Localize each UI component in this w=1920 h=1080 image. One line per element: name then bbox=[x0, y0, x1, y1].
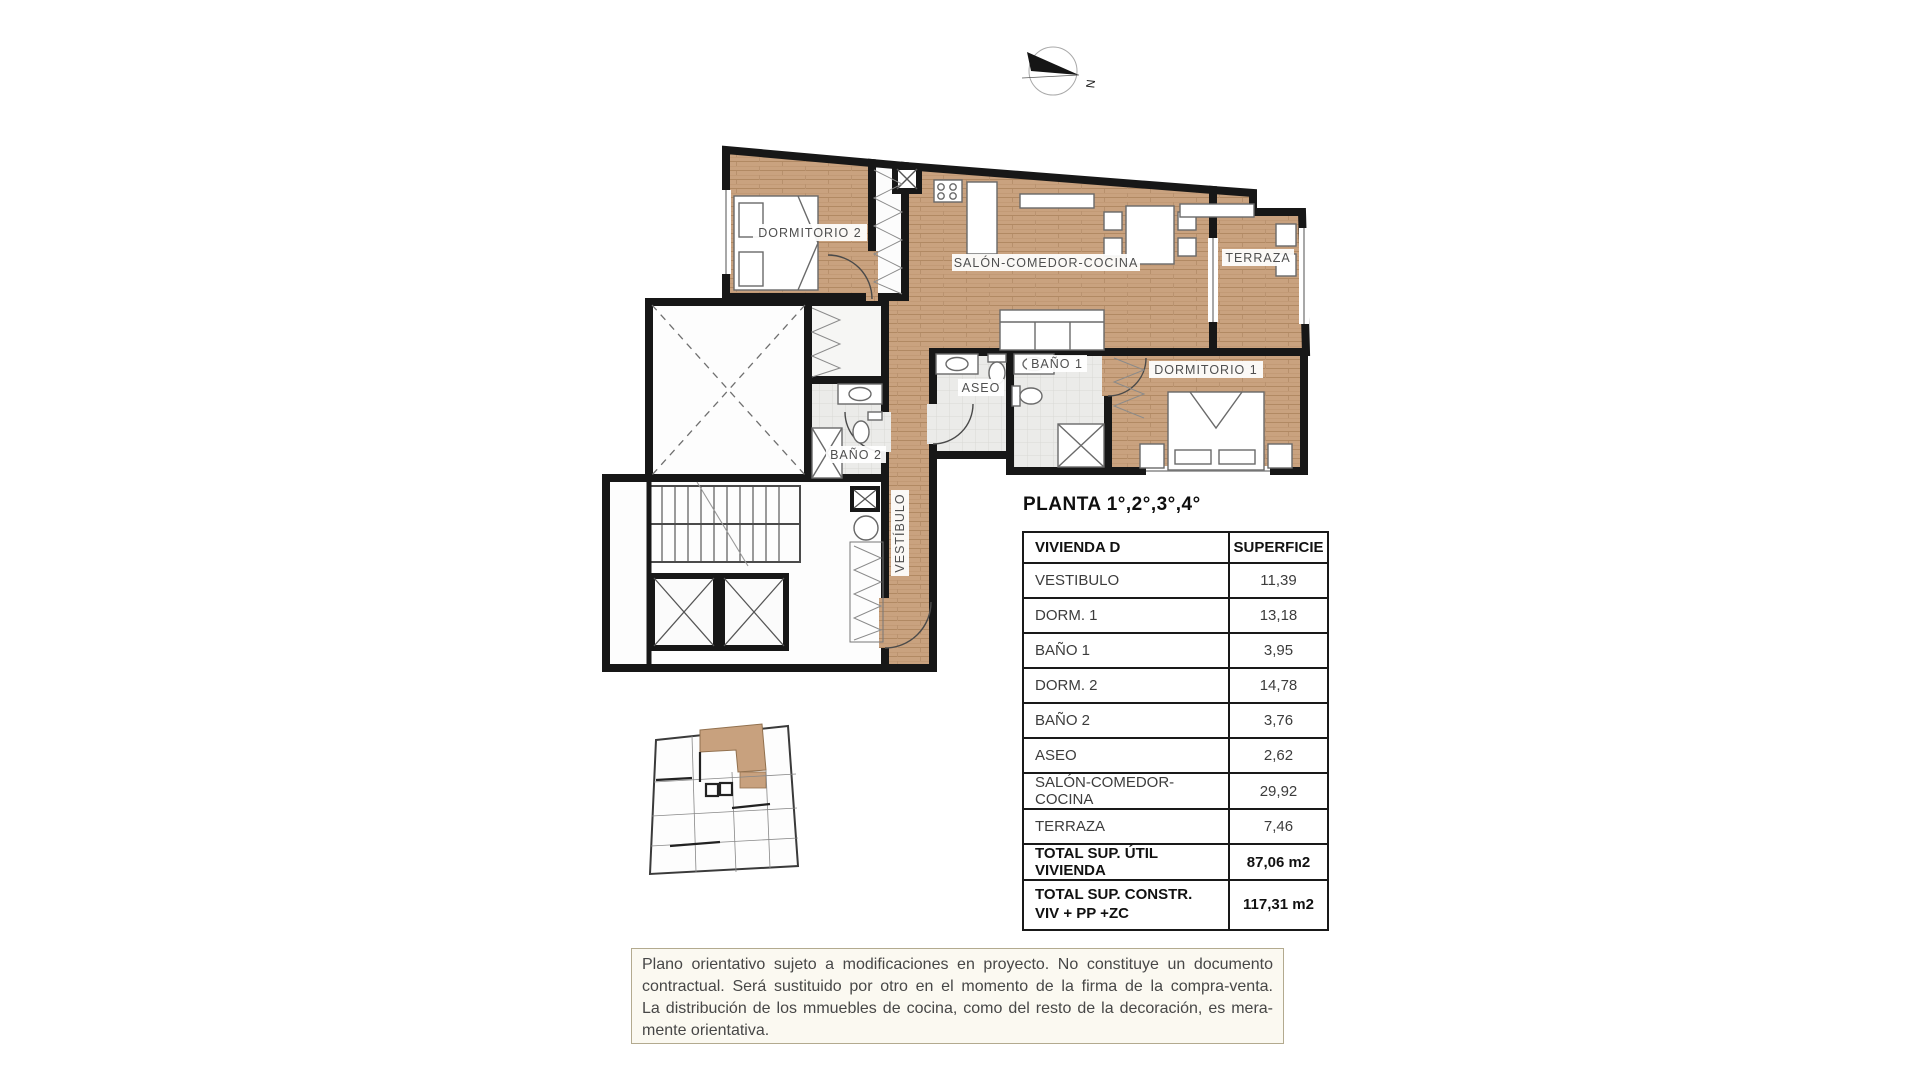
sofa bbox=[1000, 310, 1104, 350]
svg-text:DORMITORIO 1: DORMITORIO 1 bbox=[1154, 363, 1258, 377]
room-label-dormitorio-1 bbox=[1149, 361, 1263, 378]
compass-north-label: N bbox=[1082, 78, 1098, 89]
room-name-cell: DORM. 2 bbox=[1023, 668, 1229, 703]
table-row bbox=[1023, 773, 1328, 809]
table-header-row bbox=[1023, 532, 1328, 563]
room-name-cell: VESTIBULO bbox=[1023, 563, 1229, 598]
svg-text:BAÑO 1: BAÑO 1 bbox=[1031, 357, 1083, 371]
area-cell: 14,78 bbox=[1229, 668, 1328, 703]
surface-table bbox=[1022, 531, 1329, 931]
door-gap-aseo bbox=[927, 404, 939, 444]
room-name-cell: BAÑO 2 bbox=[1023, 703, 1229, 738]
table-row bbox=[1023, 703, 1328, 738]
svg-text:SALÓN-COMEDOR-COCINA: SALÓN-COMEDOR-COCINA bbox=[953, 256, 1139, 270]
bed-dormitorio-2 bbox=[734, 196, 818, 290]
disclaimer-line: contractual. Será sustituido por otro en el momento de la firma de la compra-venta. bbox=[642, 978, 1273, 995]
key-plan bbox=[640, 712, 810, 884]
svg-text:TERRAZA: TERRAZA bbox=[1225, 251, 1291, 265]
area-cell: 29,92 bbox=[1229, 773, 1328, 809]
room-label-bano-2 bbox=[826, 446, 886, 463]
room-name-cell: DORM. 1 bbox=[1023, 598, 1229, 633]
room-name-cell: ASEO bbox=[1023, 738, 1229, 773]
area-cell: 2,62 bbox=[1229, 738, 1328, 773]
total-constr-value: 117,31 m2 bbox=[1229, 880, 1328, 930]
table-row bbox=[1023, 598, 1328, 633]
table-row bbox=[1023, 809, 1328, 844]
table-row bbox=[1023, 738, 1328, 773]
svg-text:DORMITORIO 2: DORMITORIO 2 bbox=[758, 226, 862, 240]
room-label-dormitorio-2 bbox=[753, 224, 867, 241]
door-gap-dormitorio-1 bbox=[1102, 356, 1114, 396]
disclaimer-line: mente orientativa. bbox=[642, 1022, 770, 1039]
area-cell: 3,76 bbox=[1229, 703, 1328, 738]
area-cell: 13,18 bbox=[1229, 598, 1328, 633]
area-cell: 7,46 bbox=[1229, 809, 1328, 844]
table-row bbox=[1023, 563, 1328, 598]
svg-text:BAÑO 2: BAÑO 2 bbox=[830, 448, 882, 462]
total-constr-line2: VIV + PP +ZC bbox=[1035, 905, 1129, 922]
total-util-row bbox=[1023, 844, 1328, 880]
room-label-bano-1 bbox=[1027, 355, 1087, 372]
total-constr-row bbox=[1023, 880, 1328, 930]
room-name-cell: BAÑO 1 bbox=[1023, 633, 1229, 668]
area-cell: 3,95 bbox=[1229, 633, 1328, 668]
room-name-cell: SALÓN-COMEDOR-COCINA bbox=[1023, 773, 1229, 809]
total-util-label: TOTAL SUP. ÚTIL VIVIENDA bbox=[1023, 844, 1229, 880]
compass bbox=[1013, 31, 1109, 117]
page-title: PLANTA 1°,2°,3°,4° bbox=[1023, 494, 1201, 515]
area-cell: 11,39 bbox=[1229, 563, 1328, 598]
key-plan-unit-d-extra bbox=[740, 772, 766, 788]
disclaimer-box bbox=[631, 948, 1284, 1044]
header-vivienda: VIVIENDA D bbox=[1023, 532, 1229, 563]
elevators bbox=[652, 576, 786, 648]
disclaimer-line: Plano orientativo sujeto a modificaciones en proyecto. No constituye un documento bbox=[642, 956, 1273, 973]
boiler-icon bbox=[854, 516, 878, 540]
disclaimer-line: La distribución de los mmuebles de cocina, como del resto de la decoración, es mera- bbox=[642, 1000, 1273, 1017]
table-row bbox=[1023, 633, 1328, 668]
table-row bbox=[1023, 668, 1328, 703]
room-label-vestibulo bbox=[891, 490, 909, 576]
total-constr-line1: TOTAL SUP. CONSTR. bbox=[1035, 886, 1193, 904]
room-label-aseo bbox=[958, 379, 1004, 396]
svg-text:ASEO: ASEO bbox=[961, 381, 1001, 395]
opening-salon-corridor bbox=[889, 346, 929, 358]
room-label-terraza bbox=[1222, 249, 1294, 266]
svg-text:VESTÍBULO: VESTÍBULO bbox=[893, 493, 907, 573]
compass-baseline bbox=[1022, 75, 1079, 78]
room-name-cell: TERRAZA bbox=[1023, 809, 1229, 844]
closet-hall bbox=[808, 302, 885, 380]
header-superficie: SUPERFICIE bbox=[1229, 532, 1328, 563]
total-constr-label bbox=[1023, 880, 1229, 930]
total-util-value: 87,06 m2 bbox=[1229, 844, 1328, 880]
room-label-salon bbox=[952, 254, 1140, 271]
